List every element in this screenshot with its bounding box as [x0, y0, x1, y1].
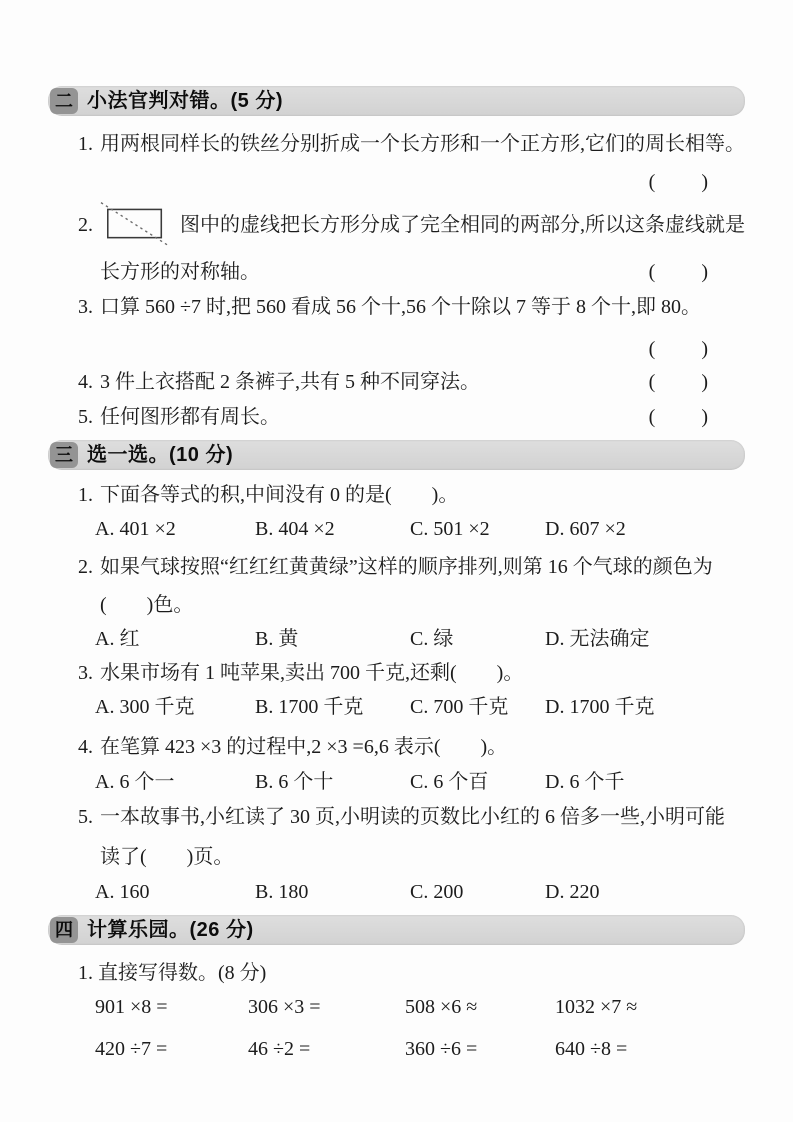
calc-expression[interactable]: 508 ×6 ≈	[405, 996, 478, 1018]
question-text: 下面各等式的积,中间没有 0 的是( )。	[100, 484, 459, 506]
section-true-false	[48, 86, 745, 427]
mc-question-1-stem	[48, 485, 745, 505]
option-b[interactable]: B. 180	[255, 881, 309, 903]
option-c[interactable]: C. 700 千克	[410, 696, 509, 718]
section-multiple-choice	[48, 440, 745, 902]
mc-question-4-stem	[48, 737, 745, 757]
section-title: 小法官判对错。(5 分)	[87, 90, 283, 112]
option-d[interactable]: D. 220	[545, 881, 600, 903]
option-a[interactable]: A. 6 个一	[95, 771, 175, 793]
option-c[interactable]: C. 6 个百	[410, 771, 489, 793]
mc-question-5-stem-line2: 读了( )页。	[100, 846, 234, 868]
question-text: 图中的虚线把长方形分成了完全相同的两部分,所以这条虚线就是	[180, 214, 745, 236]
answer-parentheses[interactable]: ( )	[648, 406, 710, 428]
section-title: 选一选。(10 分)	[87, 444, 234, 466]
question-text: 如果气球按照“红红红黄黄绿”这样的顺序排列,则第 16 个气球的颜色为	[100, 556, 713, 578]
section-number-badge: 四	[50, 917, 78, 943]
option-a[interactable]: A. 300 千克	[95, 696, 195, 718]
question-text: 口算 560 ÷7 时,把 560 看成 56 个十,56 个十除以 7 等于 8 个十,即 80。	[100, 296, 701, 318]
option-c[interactable]: C. 200	[410, 881, 464, 903]
mc-question-2-stem	[48, 557, 745, 577]
calc-row-1	[48, 997, 745, 1017]
option-d[interactable]: D. 无法确定	[545, 628, 650, 650]
mc-question-2-stem-line2: ( )色。	[100, 594, 194, 616]
tf-question-1	[48, 134, 745, 154]
question-number: 2.	[78, 214, 93, 236]
question-number: 3.	[78, 662, 93, 684]
section-title: 计算乐园。(26 分)	[87, 919, 254, 941]
option-b[interactable]: B. 6 个十	[255, 771, 334, 793]
answer-parentheses[interactable]: ( )	[648, 338, 710, 360]
question-text: 在笔算 423 ×3 的过程中,2 ×3 =6,6 表示( )。	[100, 736, 508, 758]
mc-question-3-options	[48, 697, 745, 717]
option-d[interactable]: D. 6 个千	[545, 771, 625, 793]
question-text: 一本故事书,小红读了 30 页,小明读的页数比小红的 6 倍多一些,小明可能	[100, 806, 725, 828]
question-number: 4.	[78, 371, 93, 393]
option-c[interactable]: C. 绿	[410, 628, 454, 650]
question-number: 5.	[78, 806, 93, 828]
option-c[interactable]: C. 501 ×2	[410, 518, 490, 540]
option-a[interactable]: A. 红	[95, 628, 140, 650]
calc-subtitle: 1. 直接写得数。(8 分)	[78, 962, 267, 984]
mc-question-2-options	[48, 629, 745, 649]
tf-answer-blank-1[interactable]	[48, 172, 745, 192]
tf-question-5	[48, 407, 745, 427]
calc-expression[interactable]: 306 ×3 =	[248, 996, 321, 1018]
section-number-badge: 二	[50, 88, 78, 114]
mc-question-1-options	[48, 519, 745, 539]
tf-question-3	[48, 297, 745, 317]
calc-expression[interactable]: 640 ÷8 =	[555, 1038, 628, 1060]
mc-question-5-stem	[48, 807, 745, 827]
question-text-continued: 长方形的对称轴。	[100, 261, 260, 283]
question-number: 3.	[78, 296, 93, 318]
tf-question-2-line2	[48, 262, 745, 282]
question-text: 用两根同样长的铁丝分别折成一个长方形和一个正方形,它们的周长相等。	[100, 133, 745, 155]
answer-parentheses[interactable]: ( )	[648, 171, 710, 193]
section-number-badge: 三	[50, 442, 78, 468]
question-number: 5.	[78, 406, 93, 428]
option-b[interactable]: B. 黄	[255, 628, 299, 650]
tf-answer-blank-3[interactable]	[48, 339, 745, 359]
calc-expression[interactable]: 1032 ×7 ≈	[555, 996, 638, 1018]
section-calculation	[48, 915, 745, 1059]
calc-expression[interactable]: 360 ÷6 =	[405, 1038, 478, 1060]
rectangle-dashed-diagonal-figure	[100, 200, 172, 250]
mc-question-3-stem	[48, 663, 745, 683]
question-number: 1.	[78, 484, 93, 506]
option-b[interactable]: B. 1700 千克	[255, 696, 364, 718]
tf-question-2	[48, 200, 745, 250]
question-number: 2.	[78, 556, 93, 578]
question-text: 水果市场有 1 吨苹果,卖出 700 千克,还剩( )。	[100, 662, 524, 684]
section-header-bar	[48, 915, 745, 945]
question-text: 任何图形都有周长。	[100, 406, 280, 428]
section-header-bar	[48, 86, 745, 116]
calc-expression[interactable]: 901 ×8 =	[95, 996, 168, 1018]
mc-question-4-options	[48, 772, 745, 792]
option-d[interactable]: D. 1700 千克	[545, 696, 655, 718]
calc-expression[interactable]: 46 ÷2 =	[248, 1038, 311, 1060]
option-d[interactable]: D. 607 ×2	[545, 518, 626, 540]
tf-question-4	[48, 372, 745, 392]
calc-expression[interactable]: 420 ÷7 =	[95, 1038, 168, 1060]
question-text: 3 件上衣搭配 2 条裤子,共有 5 种不同穿法。	[100, 371, 480, 393]
mc-question-5-options	[48, 882, 745, 902]
calc-row-2	[48, 1039, 745, 1059]
section-header-bar	[48, 440, 745, 470]
option-a[interactable]: A. 401 ×2	[95, 518, 176, 540]
option-a[interactable]: A. 160	[95, 881, 150, 903]
option-b[interactable]: B. 404 ×2	[255, 518, 335, 540]
question-number: 4.	[78, 736, 93, 758]
answer-parentheses[interactable]: ( )	[648, 261, 710, 283]
question-number: 1.	[78, 133, 93, 155]
answer-parentheses[interactable]: ( )	[648, 371, 710, 393]
